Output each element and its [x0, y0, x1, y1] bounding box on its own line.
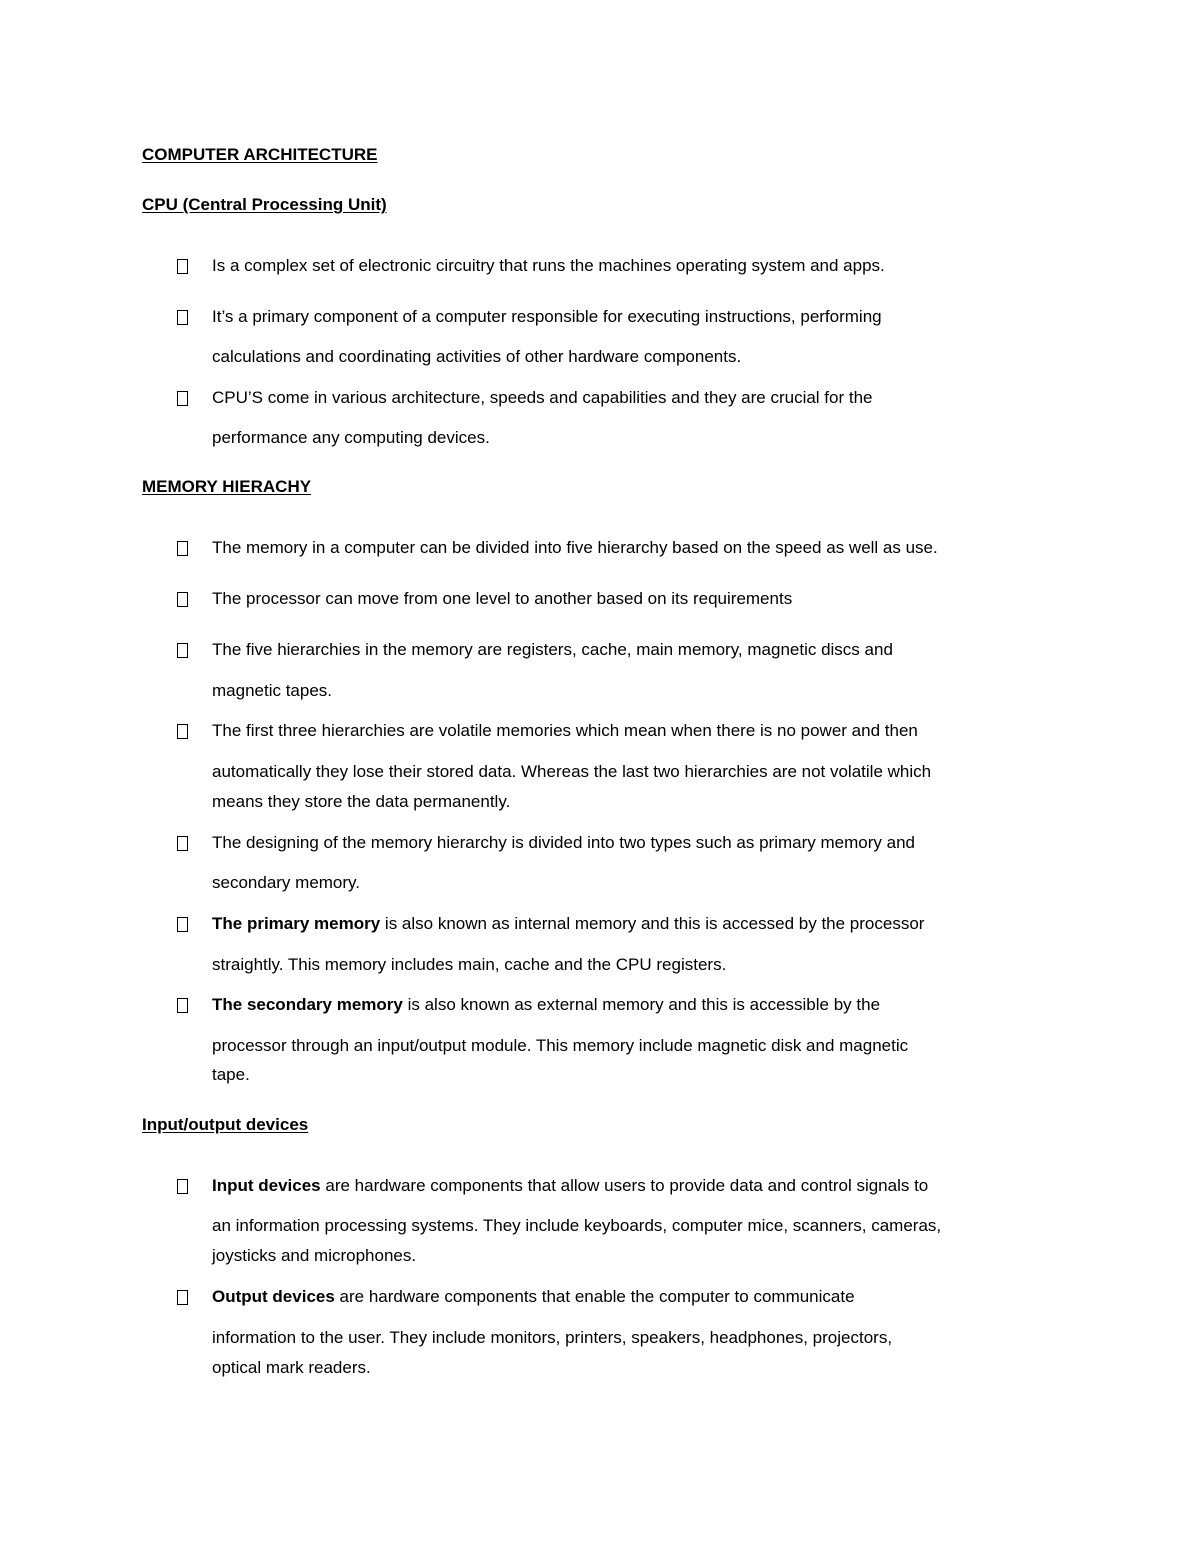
- cpu-bullet-2-line-1: It’s a primary component of a computer responsible for executing instructions, performing: [212, 307, 882, 326]
- memory-bullet-7-line-1: [212, 994, 880, 1016]
- output-devices-term: Output devices: [212, 1287, 335, 1306]
- memory-bullet-4-line-2: automatically they lose their stored data. Whereas the last two hierarchies are not volatile which: [212, 762, 932, 781]
- cpu-bullet-3-line-1: CPU’S come in various architecture, speeds and capabilities and they are crucial for the: [212, 388, 873, 407]
- bullet-box-icon: [177, 998, 188, 1013]
- memory-bullet-4-line-3: means they store the data permanently.: [212, 792, 511, 811]
- bullet-box-icon: [177, 541, 188, 556]
- bullet-box-icon: [177, 643, 188, 658]
- bullet-box-icon: [177, 1290, 188, 1305]
- memory-bullet-5-line-2: secondary memory.: [212, 873, 361, 892]
- cpu-bullet-2-line-2: calculations and coordinating activities of other hardware components.: [212, 347, 742, 366]
- memory-bullet-1-line-1: The memory in a computer can be divided into five hierarchy based on the speed as well as use.: [212, 538, 938, 557]
- bullet-box-icon: [177, 1179, 188, 1194]
- io-bullet-1-line-2: an information processing systems. They include keyboards, computer mice, scanners, cameras,: [212, 1216, 942, 1235]
- document-title: COMPUTER ARCHITECTURE: [142, 145, 378, 164]
- bullet-box-icon: [177, 592, 188, 607]
- cpu-heading: CPU (Central Processing Unit): [142, 195, 387, 214]
- memory-bullet-2-line-1: The processor can move from one level to another based on its requirements: [212, 589, 793, 608]
- memory-bullet-6-line-2: straightly. This memory includes main, cache and the CPU registers.: [212, 955, 727, 974]
- bullet-box-icon: [177, 391, 188, 406]
- bullet-box-icon: [177, 259, 188, 274]
- memory-bullet-7-line-3: tape.: [212, 1065, 250, 1084]
- io-bullet-1-line-1: [212, 1175, 928, 1197]
- memory-bullet-6-text: is also known as internal memory and this is accessed by the processor: [380, 914, 925, 933]
- memory-bullet-3-line-1: The five hierarchies in the memory are registers, cache, main memory, magnetic discs and: [212, 640, 893, 659]
- io-bullet-2-text: are hardware components that enable the computer to communicate: [334, 1287, 855, 1306]
- input-devices-term: Input devices: [212, 1176, 321, 1195]
- secondary-memory-term: The secondary memory: [212, 995, 403, 1014]
- bullet-box-icon: [177, 917, 188, 932]
- io-bullet-1-text: are hardware components that allow users to provide data and control signals to: [320, 1176, 929, 1195]
- memory-bullet-5-line-1: The designing of the memory hierarchy is divided into two types such as primary memory and: [212, 833, 915, 852]
- memory-bullet-6-line-1: [212, 913, 924, 935]
- io-bullet-2-line-1: [212, 1286, 855, 1308]
- cpu-bullet-1-line-1: Is a complex set of electronic circuitry that runs the machines operating system and apps.: [212, 256, 885, 275]
- bullet-box-icon: [177, 836, 188, 851]
- io-bullet-2-line-3: optical mark readers.: [212, 1358, 371, 1377]
- cpu-bullet-3-line-2: performance any computing devices.: [212, 428, 490, 447]
- memory-bullet-7-line-2: processor through an input/output module. This memory include magnetic disk and magnetic: [212, 1036, 909, 1055]
- io-heading: Input/output devices: [142, 1115, 309, 1134]
- primary-memory-term: The primary memory: [212, 914, 381, 933]
- bullet-box-icon: [177, 310, 188, 325]
- io-bullet-1-line-3: joysticks and microphones.: [212, 1246, 417, 1265]
- bullet-box-icon: [177, 724, 188, 739]
- memory-bullet-3-line-2: magnetic tapes.: [212, 681, 333, 700]
- memory-heading: MEMORY HIERACHY: [142, 477, 312, 496]
- memory-bullet-7-text: is also known as external memory and this is accessible by the: [402, 995, 881, 1014]
- memory-bullet-4-line-1: The first three hierarchies are volatile memories which mean when there is no power and then: [212, 721, 918, 740]
- io-bullet-2-line-2: information to the user. They include monitors, printers, speakers, headphones, projectors,: [212, 1328, 893, 1347]
